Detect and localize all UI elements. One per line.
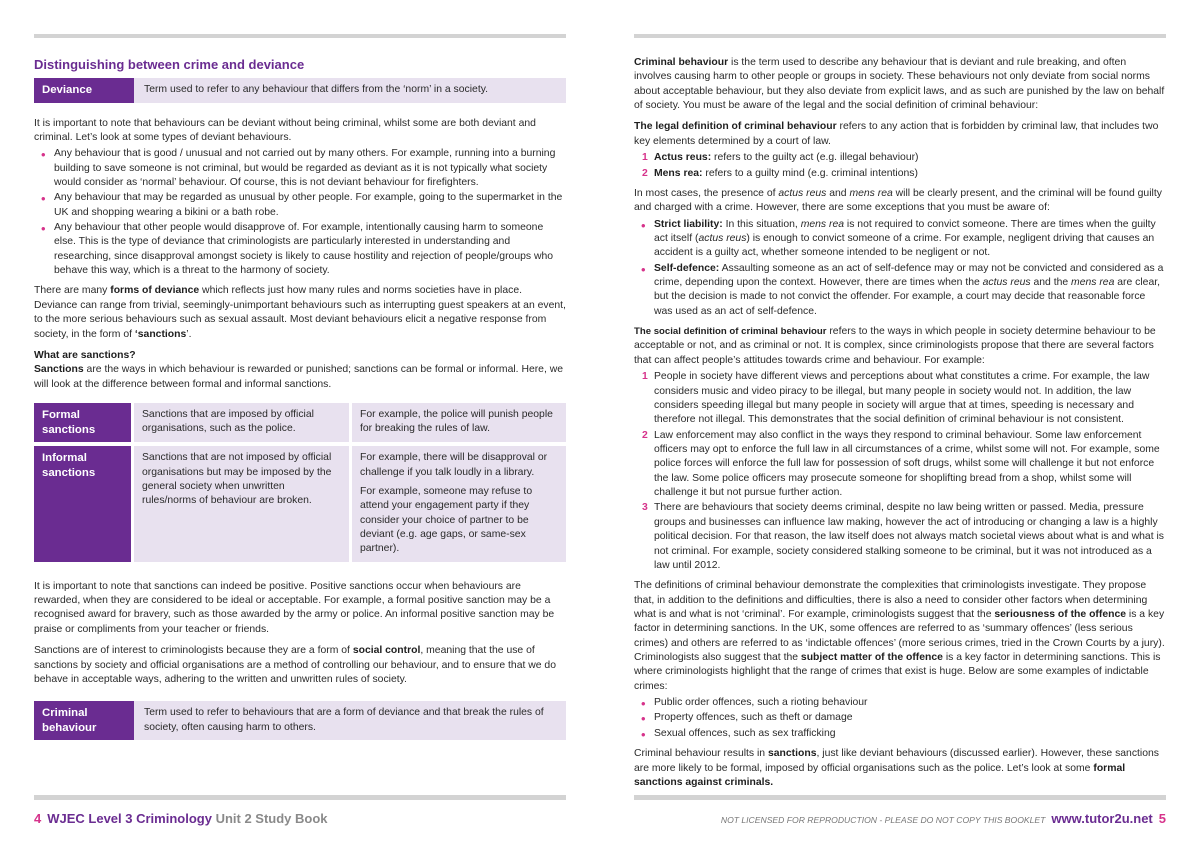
list-item: 1 People in society have different views and perceptions about what constitutes a crime. For example, the law considers music and video piracy to be illegal, but many people in society would not. In addition, the law considers speeding illegal but many people in society will argue that at times, speeding is necessary and therefore not illegal. This demonstrates that the social definition of criminal behaviour is not consistent.	[642, 371, 1150, 426]
list-item: • Any behaviour that other people would disapprove of. For example, intentionally causing harm to someone else. This is the type of deviance that criminologists are particularly interested in understanding and researching, since disapproval amongst society is likely to cause hostility and rejection of people/groups who behave this way, which is a threat to the harmony of society.	[34, 221, 566, 278]
paragraph-complexities: The definitions of criminal behaviour demonstrate the complexities that criminologists investigate. They propose that, in addition to the definitions and difficulties, there is also a need to consider other factors when determining what is and what is not ‘criminal’. For example, criminologists suggest that the seriousness of the offence is a key factor in determining sanctions. In the UK, some offences are referred to as ‘summary offences’ (less serious crimes) and others are referred to as ‘indictable offences’ (more serious crimes, tried in the Crown Courts by a jury). Criminologists also suggest that the subject matter of the offence is a key factor in determining sanctions. This is where criminologists highlight that the range of crimes that exist is huge. Below are some examples of indictable crimes:	[634, 580, 1165, 692]
list-item-self-defence: • Self-defence: Assaulting someone as an act of self-defence may or may not be convicted and considered as a crime, depending upon the context. However, there are times when the actus reus and the mens rea are clear, but the decision is made to not convict the offender. For example, a court may decide that reasonable force was used as an act of self-defence.	[634, 262, 1166, 319]
definition-box-deviance	[34, 78, 566, 103]
table-row	[34, 446, 566, 562]
footer-right	[721, 810, 1166, 828]
list-item: 2 Mens rea: refers to a guilty mind (e.g. criminal intentions)	[642, 167, 918, 179]
top-divider-left	[34, 34, 566, 38]
top-divider-right	[634, 34, 1166, 38]
sanctions-table	[34, 399, 566, 566]
right-column	[634, 56, 1166, 797]
exceptions-list	[634, 218, 1166, 320]
page-number-left: 4	[34, 811, 42, 826]
paragraph-exceptions: In most cases, the presence of actus reus and mens rea will be clearly present, and the criminal will be found guilty and charged with a crime. However, there are some exceptions that you must be aware of:	[634, 187, 1162, 214]
bottom-divider-right	[634, 795, 1166, 800]
list-item: • Any behaviour that may be regarded as unusual by other people. For example, going to the supermarket in the UK and shopping wearing a bikini or a bath robe.	[34, 191, 566, 220]
definition-term: Deviance	[34, 78, 134, 103]
indictable-crimes-list	[634, 696, 1166, 741]
definition-text: Term used to refer to any behaviour that differs from the ‘norm’ in a society.	[144, 83, 489, 95]
paragraph-positive-sanctions: It is important to note that sanctions can indeed be positive. Positive sanctions occur when behaviours are rewarded, when they are considered to be ideal or acceptable. For example, a formal positive sanction may be a recognised award for bravery, such as those awarded by the army or police. An informal positive sanction may be praise or compliments from your teacher or friends.	[34, 580, 555, 635]
paragraph-criminal-sanctions: Criminal behaviour results in sanctions, just like deviant behaviours (discussed earlier). However, these sanctions are more likely to be formal, imposed by official organisations such as the police. Let’s look at some formal sanctions against criminals.	[634, 748, 1159, 788]
paragraph-sanctions: Sanctions are the ways in which behaviour is rewarded or punished; sanctions can be formal or informal. Here, we will look at the difference between formal and informal sanctions.	[34, 364, 564, 390]
list-item-strict-liability: • Strict liability: In this situation, mens rea is not required to convict someone. There are times when the guilty act itself (actus reus) is enough to convict someone of a crime. For example, negligent driving that causes an accident is a guilty act, whether someone intended to be negligent or not.	[634, 218, 1166, 261]
book-subtitle: Unit 2 Study Book	[215, 811, 328, 826]
paragraph-social-definition: The social definition of criminal behaviour refers to the ways in which people in society determine behaviour to be acceptable or not, and as criminal or not. It is complex, since criminologists propose that there are several factors that can affect people’s attitudes towards crime and behaviour. For example:	[634, 326, 1156, 366]
footer-left	[34, 810, 328, 828]
page-number-right: 5	[1158, 811, 1166, 826]
paragraph-forms-of-deviance: There are many forms of deviance which reflects just how many rules and norms societies have in place. Deviance can range from trivial, seemingly-unimportant behaviours such as interrupting guest speakers at an event, to the more serious behaviours such as sexual assault. Most deviant behaviours elicit a negative response from society, in the form of ‘sanctions’.	[34, 285, 566, 340]
table-row-head: Informal sanctions	[34, 446, 131, 562]
definition-box-criminal-behaviour	[34, 701, 566, 740]
page-heading: Distinguishing between crime and deviance	[34, 57, 305, 72]
list-item: • Property offences, such as theft or damage	[634, 711, 1166, 725]
paragraph-social-control: Sanctions are of interest to criminologists because they are a form of social control, meaning that the use of sanctions by society and official organisations are a method of controlling our behaviour, and to ensure that we do behave in acceptable ways, adhering to the written and unwritten rules of society.	[34, 645, 556, 685]
list-item: 2 Law enforcement may also conflict in the ways they respond to criminal behaviour. Some law enforcement officers may opt to enforce the full law in all circumstances of a crime, whilst some will not. For example, some police forces will enforce the full law for possession of soft drugs, whilst some will challenge it but not enforce the law. Some police officers may prosecute someone for shoplifting bread from a shop, whilst some will challenge it but not pursue further action.	[642, 429, 1160, 499]
license-notice: NOT LICENSED FOR REPRODUCTION - PLEASE DO NOT COPY THIS BOOKLET	[720, 815, 1046, 825]
bottom-divider-left	[34, 795, 566, 800]
social-factors-list	[634, 370, 1166, 573]
list-item: • Public order offences, such a rioting behaviour	[634, 696, 1166, 710]
book-title: WJEC Level 3 Criminology	[47, 811, 212, 826]
table-cell-description: Sanctions that are imposed by official organisations, such as the police.	[131, 403, 349, 442]
paragraph-criminal-behaviour: Criminal behaviour is the term used to describe any behaviour that is deviant and rule breaking, and often involves causing harm to other people or groups in society. These behaviours not only deviate from social norms about acceptable behaviour, but they also deviate from explicit laws, and as such are punished by the law on behalf of society. You must be aware of the legal and the social definition of criminal behaviour:	[634, 57, 1165, 112]
paragraph-legal-definition: The legal definition of criminal behaviour refers to any action that is forbidden by criminal law, that includes two key elements determined by a court of law.	[634, 121, 1159, 147]
legal-elements-list	[634, 151, 1166, 181]
paragraph: It is important to note that behaviours can be deviant without being criminal, whilst some are both deviant and criminal. Let’s look at some types of deviant behaviours.	[34, 117, 536, 143]
definition-term: Criminal behaviour	[34, 701, 134, 740]
table-row	[34, 403, 566, 442]
list-item: • Any behaviour that is good / unusual and not carried out by many others. For example, running into a burning building to save someone is not criminal, but would be regarded as deviant as it is not typically what society would consider as ‘normal’ behaviour. Of course, this is not deviant behaviour for firefighters.	[34, 147, 566, 190]
table-row-head: Formal sanctions	[34, 403, 131, 442]
list-item: 1 Actus reus: refers to the guilty act (e.g. illegal behaviour)	[642, 152, 919, 164]
website-link[interactable]: www.tutor2u.net	[1051, 811, 1153, 826]
table-cell-example: For example, the police will punish people for breaking the rules of law.	[349, 403, 566, 442]
table-cell-example: For example, there will be disapproval or challenge if you talk loudly in a library. For example, someone may refuse to attend your engagement party if they consider your choice of partner to be deviant (e.g. age gaps, or same-sex partner).	[349, 446, 566, 562]
deviance-types-list	[34, 147, 566, 278]
list-item: • Sexual offences, such as sex trafficking	[634, 727, 1166, 741]
definition-text: Term used to refer to behaviours that are a form of deviance and that break the rules of society, often causing harm to others.	[144, 707, 544, 733]
list-item: 3 There are behaviours that society deems criminal, despite no law being written or passed. Media, pressure groups and businesses can influence law making, however the act of introducing or changing a law is a highly political decision. For that reason, the law itself does not always match societal views about what is and what is not criminal. For example, society considered stalking someone to be criminal, but it was not introduced as a law until 2012.	[642, 502, 1164, 571]
sanctions-subheading: What are sanctions?	[34, 349, 136, 361]
left-column	[34, 56, 566, 754]
table-cell-description: Sanctions that are not imposed by official organisations but may be imposed by the general society when unwritten rules/norms of behaviour are broken.	[131, 446, 349, 562]
